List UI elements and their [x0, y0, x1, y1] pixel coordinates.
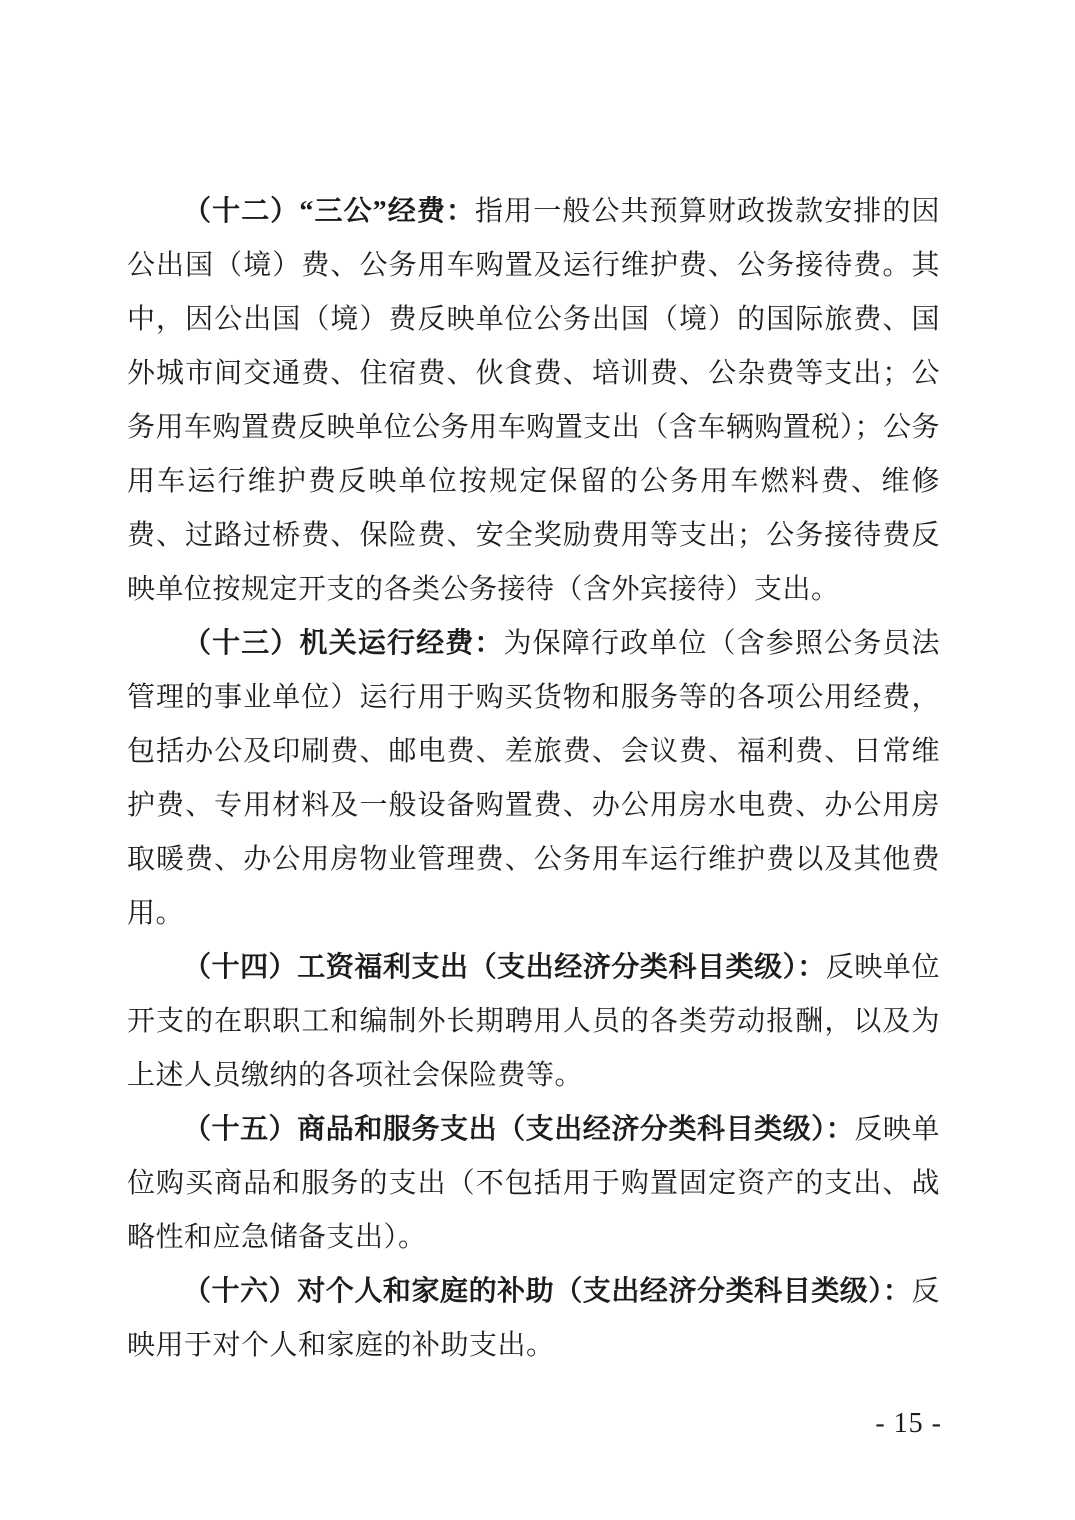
paragraph-12-body: 指用一般公共预算财政拨款安排的因公出国（境）费、公务用车购置及运行维护费、公务接待费。其中，因公出国（境）费反映单位公务出国（境）的国际旅费、国外城市间交通费、住宿费、伙食费、培训费、公杂费等支出；公务用车购置费反映单位公务用车购置支出（含车辆购置税）；公务用车运行维护费反映单位按规定保留的公务用车燃料费、维修费、过路过桥费、保险费、安全奖励费用等支出；公务接待费反映单位按规定开支的各类公务接待（含外宾接待）支出。	[127, 196, 940, 605]
paragraph-13-body: 为保障行政单位（含参照公务员法管理的事业单位）运行用于购买货物和服务等的各项公用经费，包括办公及印刷费、邮电费、差旅费、会议费、福利费、日常维护费、专用材料及一般设备购置费、办公用房水电费、办公用房取暖费、办公用房物业管理费、公务用车运行维护费以及其他费用。	[127, 628, 940, 929]
paragraph-16-body: 反映用于对个人和家庭的补助支出。	[127, 1276, 940, 1361]
paragraph-12	[127, 185, 940, 617]
paragraph-12-heading: （十二）“三公”经费：	[183, 196, 476, 227]
document-content	[127, 185, 940, 1373]
paragraph-14-heading: （十四）工资福利支出（支出经济分类科目类级）：	[183, 952, 826, 983]
page-number: - 15 -	[875, 1408, 942, 1439]
paragraph-16	[127, 1265, 940, 1373]
paragraph-13	[127, 617, 940, 941]
paragraph-16-heading: （十六）对个人和家庭的补助（支出经济分类科目类级）：	[183, 1276, 912, 1307]
paragraph-15-body: 反映单位购买商品和服务的支出（不包括用于购置固定资产的支出、战略性和应急储备支出）。	[127, 1114, 940, 1253]
paragraph-14	[127, 941, 940, 1103]
paragraph-13-heading: （十三）机关运行经费：	[183, 628, 504, 659]
paragraph-15-heading: （十五）商品和服务支出（支出经济分类科目类级）：	[183, 1114, 855, 1145]
paragraph-14-body: 反映单位开支的在职职工和编制外长期聘用人员的各类劳动报酬，以及为上述人员缴纳的各项社会保险费等。	[127, 952, 940, 1091]
paragraph-15	[127, 1103, 940, 1265]
